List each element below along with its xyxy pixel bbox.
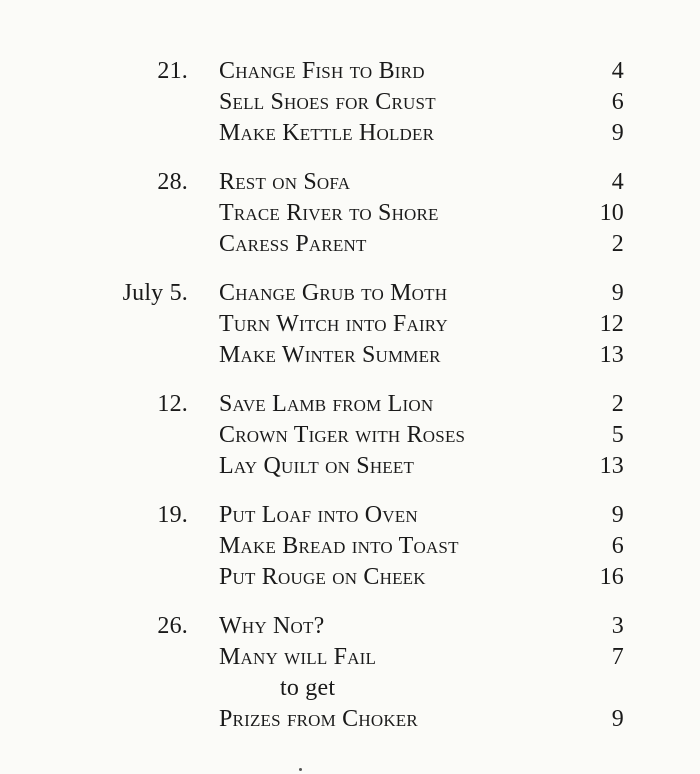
entry-text: Make Winter Summer bbox=[219, 342, 441, 368]
section-date: 26. bbox=[157, 613, 188, 639]
schedule-row bbox=[0, 278, 700, 309]
entry-number: 13 bbox=[599, 342, 624, 368]
entry-text: Why Not? bbox=[219, 613, 325, 639]
entry-text: Rest on Sofa bbox=[219, 169, 351, 195]
entry-text: Turn Witch into Fairy bbox=[219, 311, 448, 337]
schedule-row bbox=[0, 420, 700, 451]
entry-number: 13 bbox=[599, 453, 624, 479]
schedule-row bbox=[0, 642, 700, 673]
schedule-row bbox=[0, 87, 700, 118]
entry-number: 2 bbox=[611, 391, 624, 417]
entry-text: Sell Shoes for Crust bbox=[219, 89, 436, 115]
section-date: 19. bbox=[157, 502, 188, 528]
entry-number: 9 bbox=[611, 502, 624, 528]
schedule-row bbox=[0, 451, 700, 482]
entry-text: Change Grub to Moth bbox=[219, 280, 448, 306]
section-date: 12. bbox=[157, 391, 188, 417]
entry-number: 2 bbox=[611, 231, 624, 257]
section-date: 21. bbox=[157, 58, 188, 84]
entry-text: Make Kettle Holder bbox=[219, 120, 435, 146]
schedule-section-july-5 bbox=[0, 278, 700, 371]
entry-number: 7 bbox=[611, 644, 624, 670]
entry-text: Many will Fail bbox=[219, 644, 377, 670]
schedule-row bbox=[0, 229, 700, 260]
schedule-row bbox=[0, 198, 700, 229]
schedule-row bbox=[0, 118, 700, 149]
entry-text: Caress Parent bbox=[219, 231, 367, 257]
entry-number: 9 bbox=[611, 280, 624, 306]
entry-text: Make Bread into Toast bbox=[219, 533, 459, 559]
entry-text: Prizes from Choker bbox=[219, 706, 418, 732]
entry-text: Lay Quilt on Sheet bbox=[219, 453, 415, 479]
entry-text: Trace River to Shore bbox=[219, 200, 439, 226]
schedule-row bbox=[0, 611, 700, 642]
schedule-row bbox=[0, 562, 700, 593]
entry-number: 3 bbox=[611, 613, 624, 639]
print-speck bbox=[299, 768, 302, 771]
entry-number: 4 bbox=[611, 169, 624, 195]
entry-text: Put Loaf into Oven bbox=[219, 502, 418, 528]
entry-number: 6 bbox=[611, 533, 624, 559]
entry-text: Crown Tiger with Roses bbox=[219, 422, 466, 448]
entry-text: to get bbox=[280, 675, 336, 701]
entry-number: 9 bbox=[611, 120, 624, 146]
schedule-row bbox=[0, 500, 700, 531]
schedule-section-21 bbox=[0, 56, 700, 149]
schedule-row bbox=[0, 309, 700, 340]
entry-text: Put Rouge on Cheek bbox=[219, 564, 426, 590]
schedule-row bbox=[0, 56, 700, 87]
schedule-section-28 bbox=[0, 167, 700, 260]
schedule-row bbox=[0, 704, 700, 735]
schedule-row bbox=[0, 389, 700, 420]
entry-number: 9 bbox=[611, 706, 624, 732]
schedule-section-26 bbox=[0, 611, 700, 735]
entry-number: 6 bbox=[611, 89, 624, 115]
section-date: 28. bbox=[157, 169, 188, 195]
entry-number: 5 bbox=[611, 422, 624, 448]
schedule-row bbox=[0, 340, 700, 371]
entry-text: Change Fish to Bird bbox=[219, 58, 425, 84]
schedule-row bbox=[0, 673, 700, 704]
entry-text: Save Lamb from Lion bbox=[219, 391, 434, 417]
schedule-section-19 bbox=[0, 500, 700, 593]
entry-number: 10 bbox=[599, 200, 624, 226]
entry-number: 12 bbox=[599, 311, 624, 337]
schedule-row bbox=[0, 531, 700, 562]
schedule-row bbox=[0, 167, 700, 198]
entry-number: 16 bbox=[599, 564, 624, 590]
schedule-section-12 bbox=[0, 389, 700, 482]
entry-number: 4 bbox=[611, 58, 624, 84]
section-date: July 5. bbox=[122, 280, 188, 306]
